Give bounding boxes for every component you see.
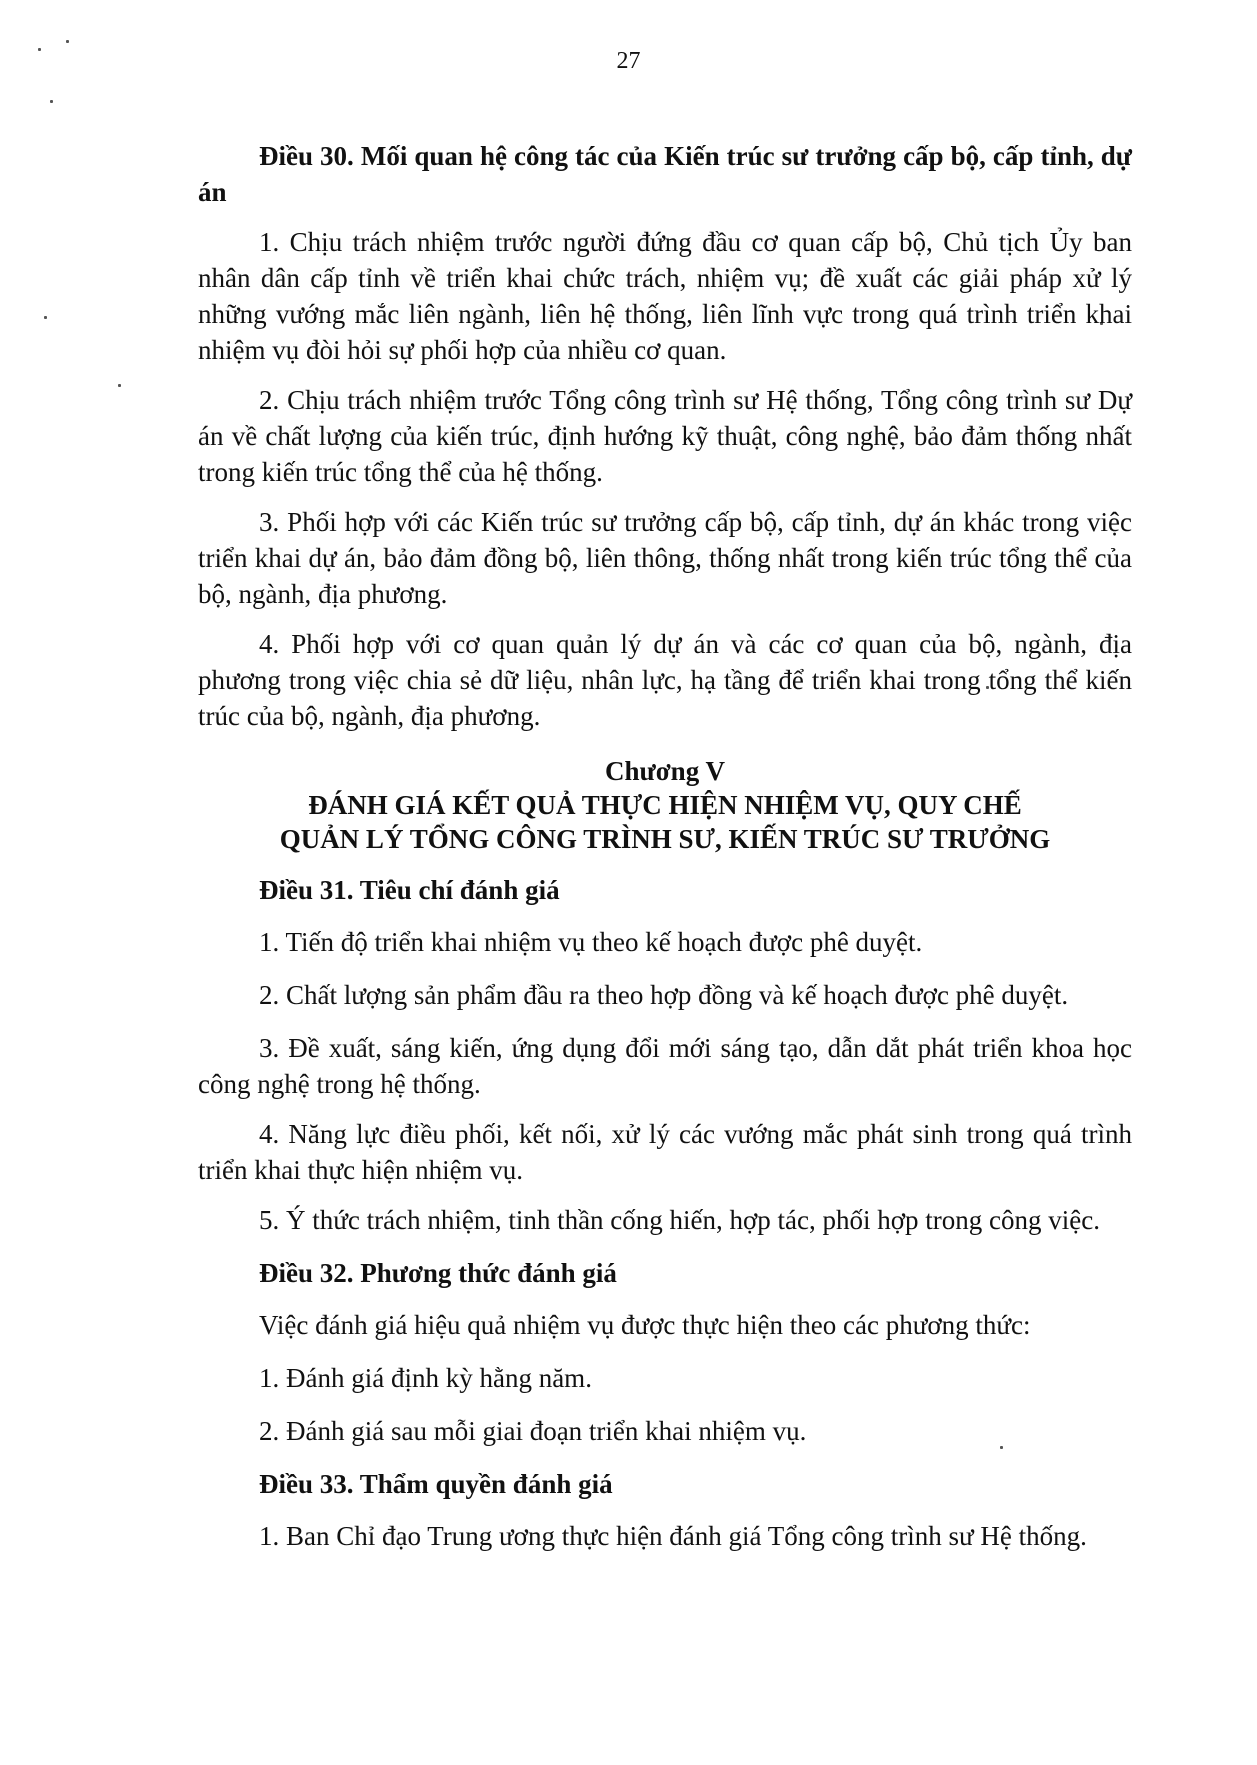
chapter-title-line-2: QUẢN LÝ TỔNG CÔNG TRÌNH SƯ, KIẾN TRÚC SƯ TRƯỞNG	[279, 824, 1051, 854]
scan-speck	[118, 384, 121, 387]
article-31-item-4: 4. Năng lực điều phối, kết nối, xử lý các vướng mắc phát sinh trong quá trình triển khai thực hiện nhiệm vụ.	[198, 1119, 1132, 1185]
scan-speck	[44, 316, 47, 319]
scan-speck	[50, 100, 53, 103]
chapter-title-line-1: ĐÁNH GIÁ KẾT QUẢ THỰC HIỆN NHIỆM VỤ, QUY CHẾ	[308, 790, 1022, 820]
article-32-item-2: 2. Đánh giá sau mỗi giai đoạn triển khai nhiệm vụ.	[259, 1416, 807, 1446]
scan-speck	[66, 40, 69, 43]
document-body	[198, 138, 1132, 1571]
article-31-heading: Điều 31. Tiêu chí đánh giá	[259, 875, 560, 905]
article-32-intro: Việc đánh giá hiệu quả nhiệm vụ được thực hiện theo các phương thức:	[259, 1310, 1031, 1340]
chapter-heading	[198, 754, 1132, 856]
article-30-heading: Điều 30. Mối quan hệ công tác của Kiến trúc sư trưởng cấp bộ, cấp tỉnh, dự án	[198, 141, 1132, 207]
article-30-item-4: 4. Phối hợp với cơ quan quản lý dự án và các cơ quan của bộ, ngành, địa phương trong việc chia sẻ dữ liệu, nhân lực, hạ tầng để triển khai trong tổng thể kiến trúc của bộ, ngành, địa phương.	[198, 629, 1132, 731]
article-32-item-1: 1. Đánh giá định kỳ hằng năm.	[259, 1363, 592, 1393]
article-31-item-3: 3. Đề xuất, sáng kiến, ứng dụng đổi mới sáng tạo, dẫn dắt phát triển khoa học công nghệ trong hệ thống.	[198, 1033, 1132, 1099]
article-32-heading: Điều 32. Phương thức đánh giá	[259, 1258, 617, 1288]
scan-speck	[38, 48, 41, 51]
article-31-item-2: 2. Chất lượng sản phẩm đầu ra theo hợp đồng và kế hoạch được phê duyệt.	[259, 980, 1069, 1010]
page-number: 27	[616, 48, 641, 74]
article-33-item-1: 1. Ban Chỉ đạo Trung ương thực hiện đánh giá Tổng công trình sư Hệ thống.	[259, 1521, 1087, 1551]
article-30-item-3: 3. Phối hợp với các Kiến trúc sư trưởng cấp bộ, cấp tỉnh, dự án khác trong việc triển khai dự án, bảo đảm đồng bộ, liên thông, thống nhất trong kiến trúc tổng thể của bộ, ngành, địa phương.	[198, 507, 1132, 609]
article-30-item-2: 2. Chịu trách nhiệm trước Tổng công trình sư Hệ thống, Tổng công trình sư Dự án về chất lượng của kiến trúc, định hướng kỹ thuật, công nghệ, bảo đảm thống nhất trong kiến trúc tổng thể của hệ thống.	[198, 385, 1132, 487]
article-33-heading: Điều 33. Thẩm quyền đánh giá	[259, 1469, 613, 1499]
chapter-label: Chương V	[605, 756, 725, 786]
article-31-item-5: 5. Ý thức trách nhiệm, tinh thần cống hiến, hợp tác, phối hợp trong công việc.	[259, 1205, 1100, 1235]
article-31-item-1: 1. Tiến độ triển khai nhiệm vụ theo kế hoạch được phê duyệt.	[259, 927, 923, 957]
article-30-item-1: 1. Chịu trách nhiệm trước người đứng đầu cơ quan cấp bộ, Chủ tịch Ủy ban nhân dân cấp tỉnh về triển khai chức trách, nhiệm vụ; đề xuất các giải pháp xử lý những vướng mắc liên ngành, liên hệ thống, liên lĩnh vực trong quá trình triển khai nhiệm vụ đòi hỏi sự phối hợp của nhiều cơ quan.	[198, 227, 1132, 365]
